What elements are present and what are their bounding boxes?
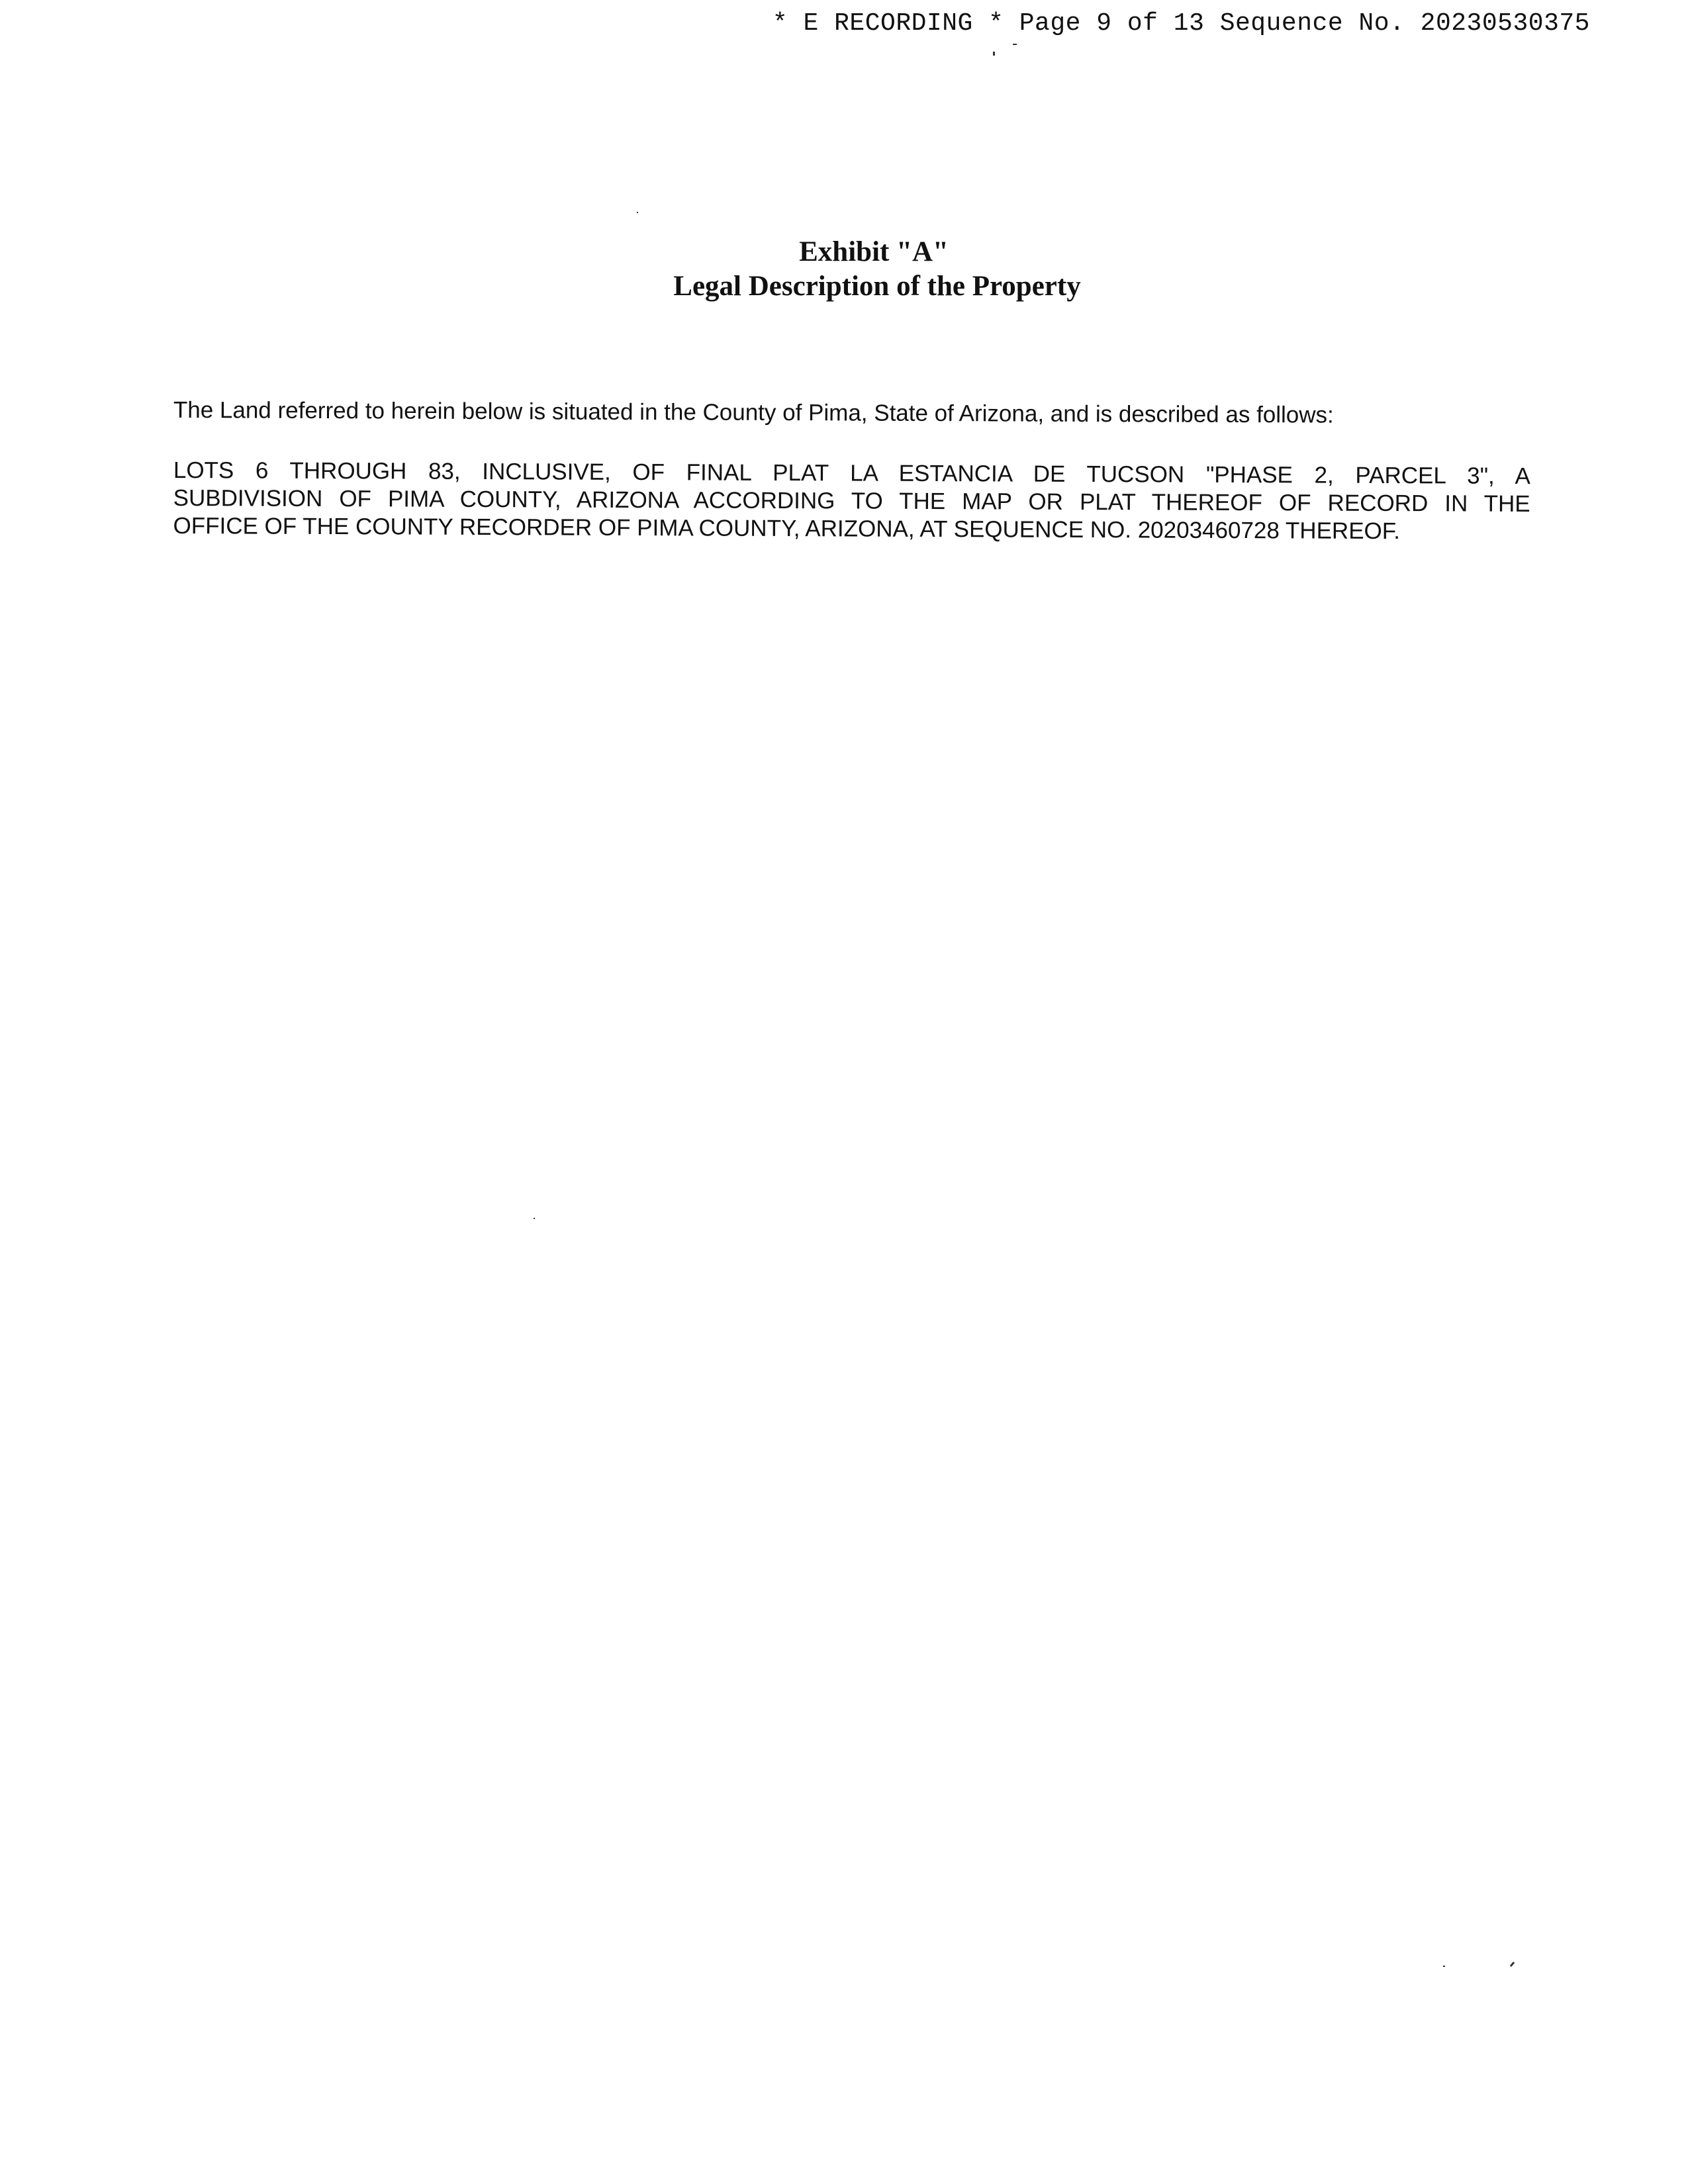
intro-paragraph: The Land referred to herein below is situated in the County of Pima, State of Arizona, and is described as follows: [173,397,1334,428]
scan-speck [637,212,638,213]
exhibit-title [0,235,1688,304]
exhibit-subtitle: Legal Description of the Property [673,271,1081,302]
recording-stamp: * E RECORDING * Page 9 of 13 Sequence No. 20230530375 [772,9,1590,38]
scan-speck [993,52,995,56]
legal-description-line: OFFICE OF THE COUNTY RECORDER OF PIMA COUNTY, ARIZONA, AT SEQUENCE NO. 20203460728 THEREOF. [173,512,1401,545]
scan-speck [534,1218,535,1219]
scan-speck [1510,1962,1515,1967]
scan-speck [1443,1966,1445,1967]
legal-description-line: SUBDIVISION OF PIMA COUNTY, ARIZONA ACCORDING TO THE MAP OR PLAT THEREOF OF RECORD IN THE [173,484,1530,517]
scan-speck [1013,44,1017,45]
legal-description [173,457,1530,546]
legal-description-line: LOTS 6 THROUGH 83, INCLUSIVE, OF FINAL PLAT LA ESTANCIA DE TUCSON "PHASE 2, PARCEL 3", A [173,457,1530,489]
exhibit-title-line: Exhibit "A" [799,236,949,267]
